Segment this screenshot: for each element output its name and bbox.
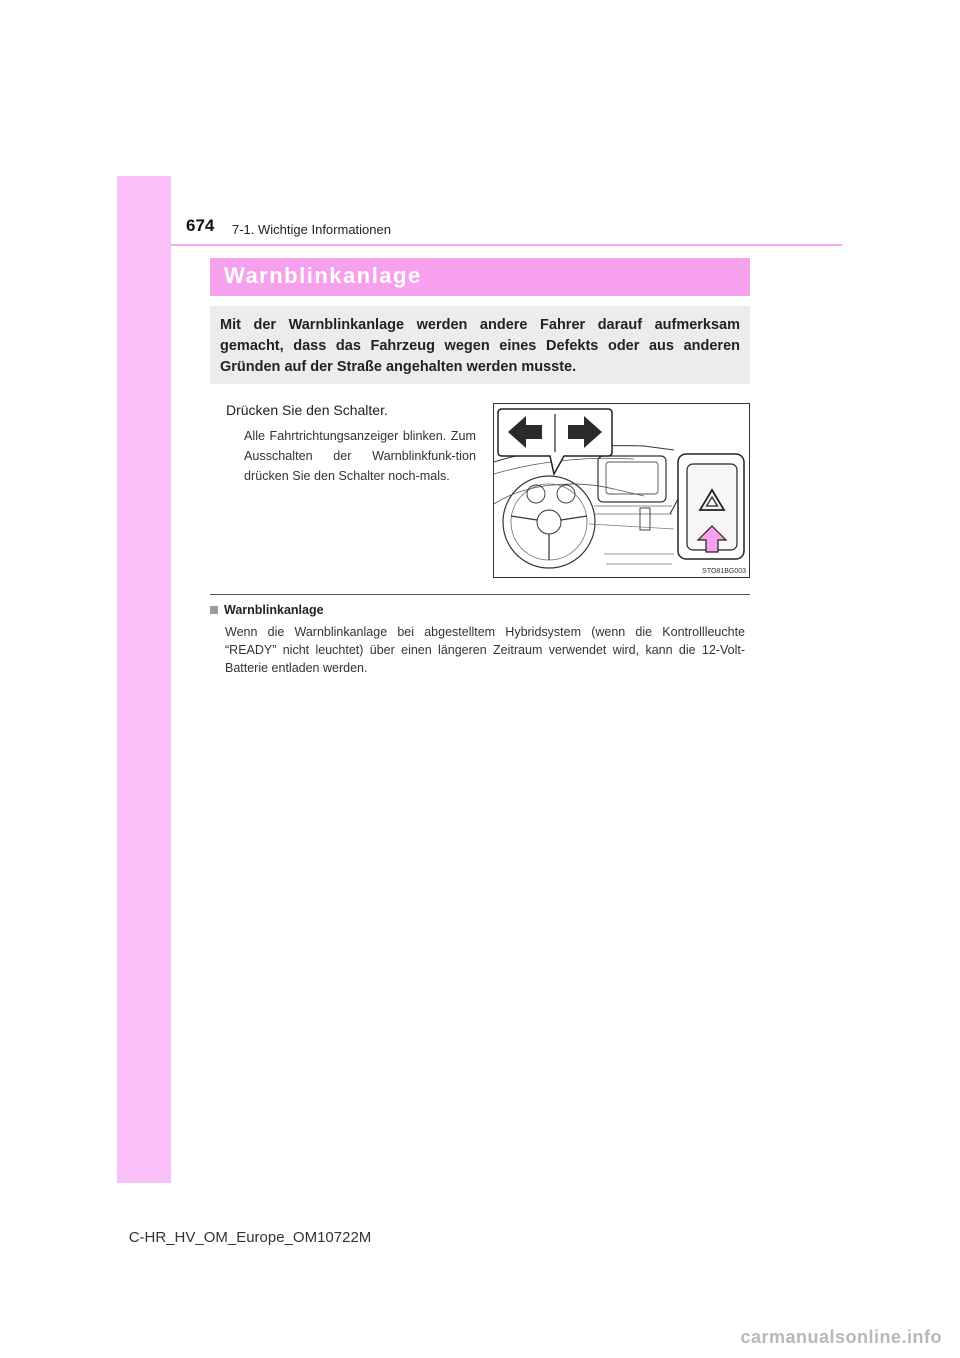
footer-document-code: C-HR_HV_OM_Europe_OM10722M (128, 1229, 372, 1246)
section-divider (210, 594, 750, 595)
header-rule (171, 244, 842, 246)
bullet-square-icon (210, 606, 218, 614)
side-tab-strip (117, 176, 171, 1183)
dashboard-illustration (494, 404, 749, 577)
hazard-switch-figure (493, 403, 750, 578)
watermark: carmanualsonline.info (740, 1327, 942, 1347)
note-text: Wenn die Warnblinkanlage bei abgestelltem Hybridsystem (wenn die Kontrollleuchte “READY” nicht leuchtet) über einen längeren Zeitraum verwendet wird, kann die 12-Volt-Batterie entladen werden. (225, 625, 745, 675)
title-bar (210, 258, 750, 296)
intro-text: Mit der Warnblinkanlage werden andere Fahrer darauf aufmerksam gemacht, dass das Fahrzeug wegen eines Defekts oder aus anderen Gründen auf der Straße angehalten werden musste. (220, 317, 740, 375)
step-heading: Drücken Sie den Schalter. (226, 402, 388, 418)
page-title: Warnblinkanlage (224, 263, 422, 288)
step-description: Alle Fahrtrichtungsanzeiger blinken. Zum Ausschalten der Warnblinkfunk-tion drücken Sie den Schalter noch-mals. (244, 429, 476, 483)
figure-code: STO81BG003 (702, 568, 746, 575)
intro-box (210, 306, 750, 384)
note-heading (210, 603, 324, 617)
section-label: 7-1. Wichtige Informationen (232, 222, 391, 237)
page-number: 674 (186, 216, 215, 235)
note-heading-label: Warnblinkanlage (224, 603, 324, 617)
